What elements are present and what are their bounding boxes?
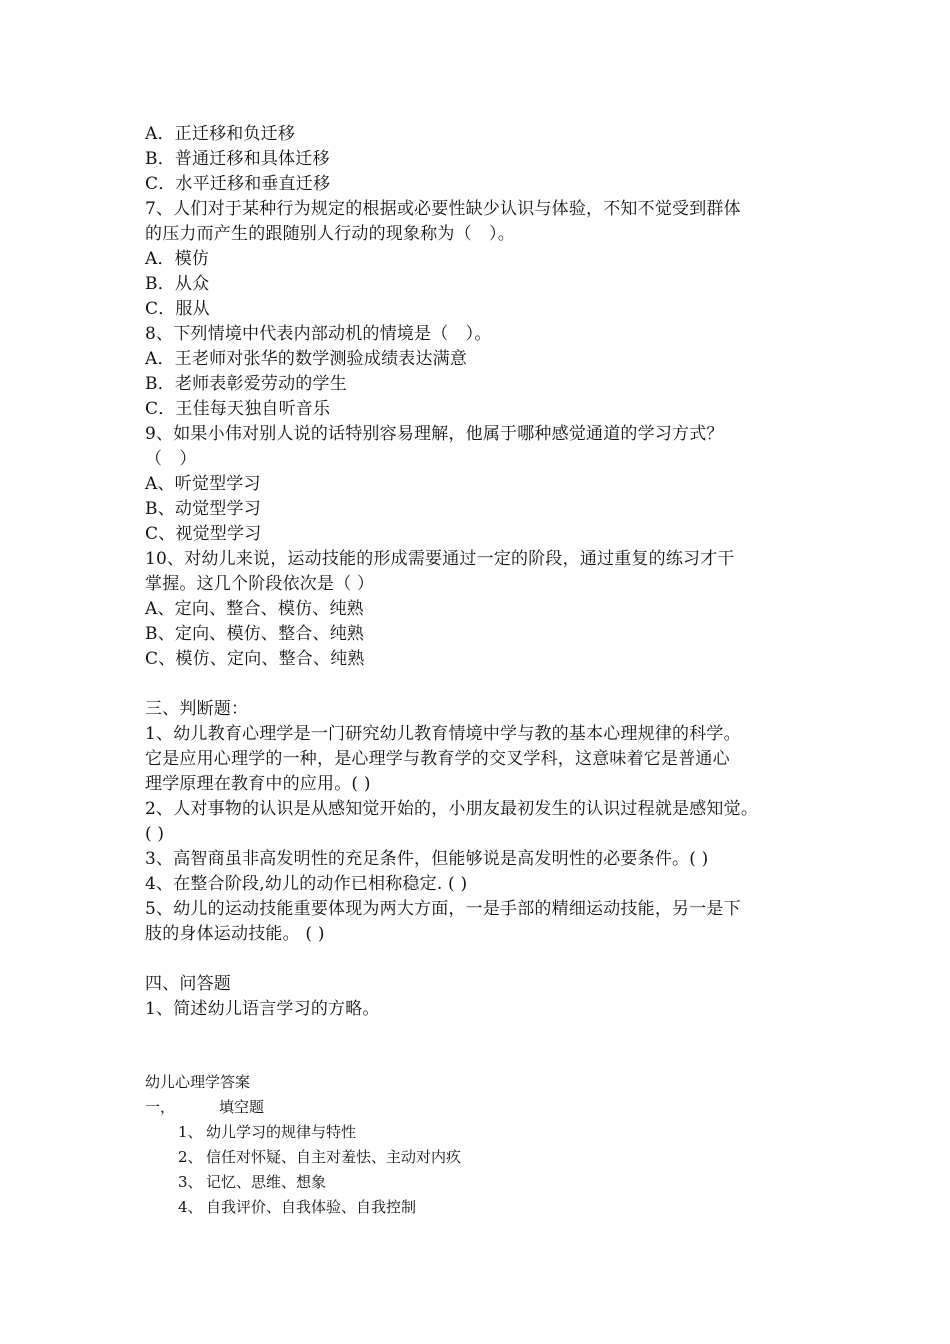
answer-item-text: 信任对怀疑、自主对羞怯、主动对内疚 <box>206 1148 462 1166</box>
answer-item-number: 3、 <box>178 1173 203 1191</box>
text-line: A．王老师对张华的数学测验成绩表达满意 <box>145 349 468 369</box>
text-line: C、视觉型学习 <box>145 524 262 544</box>
text-line: B．普通迁移和具体迁移 <box>145 149 330 169</box>
text-line: A、听觉型学习 <box>145 474 261 494</box>
text-line: C．水平迁移和垂直迁移 <box>145 174 331 194</box>
text-line: A．正迁移和负迁移 <box>145 124 296 144</box>
answer-item <box>145 1120 835 1145</box>
answer-item <box>145 1170 835 1195</box>
text-line: 1、幼儿教育心理学是一门研究幼儿教育情境中学与教的基本心理规律的科学。 <box>145 724 741 744</box>
answer-key <box>145 1070 835 1220</box>
section-short-answer <box>145 972 835 1022</box>
text-line: （ ） <box>145 449 197 469</box>
text-line: 肢的身体运动技能。 ( ) <box>145 924 325 944</box>
section-true-false <box>145 697 835 947</box>
text-line: 8、下列情境中代表内部动机的情境是（ ）。 <box>145 324 492 344</box>
answer-section-number: 一， <box>145 1098 176 1116</box>
text-line: 3、高智商虽非高发明性的充足条件，但能够说是高发明性的必要条件。( ) <box>145 849 709 869</box>
answer-item-text: 自我评价、自我体验、自我控制 <box>206 1198 417 1216</box>
main-content <box>145 122 835 1022</box>
text-line: C、模仿、定向、整合、纯熟 <box>145 649 365 669</box>
text-line: C．服从 <box>145 299 210 319</box>
text-line: 10、对幼儿来说，运动技能的形成需要通过一定的阶段，通过重复的练习才干 <box>145 549 735 569</box>
answer-section-title: 填空题 <box>219 1098 265 1116</box>
question-list-part-a <box>145 122 835 672</box>
blank-line <box>145 947 835 972</box>
answer-section-heading <box>145 1095 835 1120</box>
section-title: 四、问答题 <box>145 974 231 994</box>
text-line: ( ) <box>145 824 165 844</box>
answer-item-text: 幼儿学习的规律与特性 <box>206 1123 357 1141</box>
text-line: 理学原理在教育中的应用。( ) <box>145 774 371 794</box>
text-line: 的压力而产生的跟随别人行动的现象称为（ ）。 <box>145 224 515 244</box>
text-line: C．王佳每天独自听音乐 <box>145 399 331 419</box>
text-line: 2、人对事物的认识是从感知觉开始的，小朋友最初发生的认识过程就是感知觉。 <box>145 799 759 819</box>
answer-item-number: 2、 <box>178 1148 203 1166</box>
answer-item-text: 记忆、思维、想象 <box>206 1173 327 1191</box>
text-line: 1、简述幼儿语言学习的方略。 <box>145 999 380 1019</box>
answer-item-number: 1、 <box>178 1123 203 1141</box>
text-line: 掌握。这几个阶段依次是（ ） <box>145 574 375 594</box>
text-line: 7、人们对于某种行为规定的根据或必要性缺少认识与体验，不知不觉受到群体 <box>145 199 741 219</box>
answer-item <box>145 1145 835 1170</box>
blank-line <box>145 672 835 697</box>
answer-key-title: 幼儿心理学答案 <box>145 1073 251 1091</box>
text-line: 9、如果小伟对别人说的话特别容易理解，他属于哪种感觉通道的学习方式？ <box>145 424 724 444</box>
text-line: B．老师表彰爱劳动的学生 <box>145 374 347 394</box>
text-line: A．模仿 <box>145 249 210 269</box>
text-line: 4、在整合阶段,幼儿的动作已相称稳定. ( ) <box>145 874 468 894</box>
text-line: B．从众 <box>145 274 210 294</box>
answer-item-number: 4、 <box>178 1198 203 1216</box>
text-line: A、定向、整合、模仿、纯熟 <box>145 599 364 619</box>
text-line: 5、幼儿的运动技能重要体现为两大方面，一是手部的精细运动技能，另一是下 <box>145 899 741 919</box>
answer-item <box>145 1195 835 1220</box>
section-title: 三、判断题： <box>145 699 249 719</box>
text-line: B、定向、模仿、整合、纯熟 <box>145 624 365 644</box>
text-line: 它是应用心理学的一种，是心理学与教育学的交叉学科，这意味着它是普通心 <box>145 749 730 769</box>
text-line: B、动觉型学习 <box>145 499 261 519</box>
